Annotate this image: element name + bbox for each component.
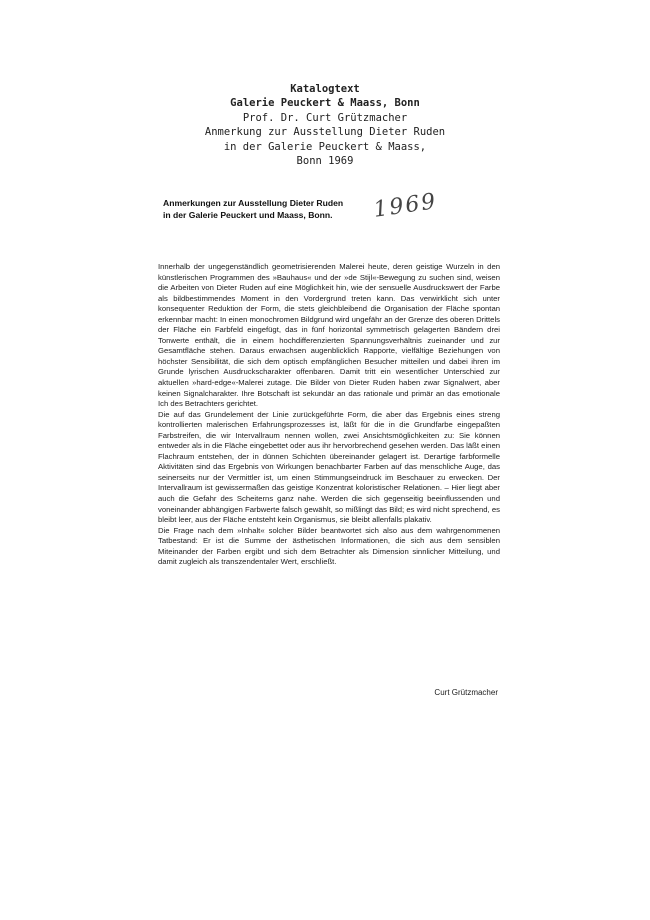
article-title xyxy=(163,198,393,221)
header-subject: Anmerkung zur Ausstellung Dieter Ruden xyxy=(204,126,446,139)
header-venue: in der Galerie Peuckert & Maass, xyxy=(223,140,427,153)
article-title-line-2: in der Galerie Peuckert und Maass, Bonn. xyxy=(163,209,333,220)
header-label: Katalogtext xyxy=(290,83,360,95)
header-gallery: Galerie Peuckert & Maass, Bonn xyxy=(230,97,420,110)
header-place-year: Bonn 1969 xyxy=(296,155,354,168)
paragraph-1: Innerhalb der ungegenständlich geometrisierenden Malerei heute, deren geistige Wurzeln in den künstlerischen Programmen des »Bauhaus« und der »de Stijl«-Bewegung zu suchen sind, weisen die Arbeiten von Dieter Ruden auf eine Möglichkeit hin, wie der sensuelle Ausdruckswert der Farbe als bildbestimmendes Moment in den Vordergrund treten kann. Das verwirklicht sich unter konsequenter Reduktion der Form, die stets gleichbleibend die Organisation der Fläche spontan erkennbar macht: In einen monochromen Bildgrund wird ungefähr an der Grenze des oberen Drittels der Fläche ein Farbfeld eingefügt, das in fünf horizontal symmetrisch gelagerten Bändern drei Tonwerte enthält, die in einem hochdifferenzierten Spannungsverhältnis zueinander und zur Gesamtfläche stehen. Daraus erwachsen augenblicklich Rapporte, vielfältige Beziehungen von höchster Sensibilität, die sich dem optisch empfänglichen Besucher mitteilen und dabei ihren im Grunde lyrischen Ausdruckscharakter offenbaren. Damit tritt ein wesentlicher Unterschied zur aktuellen »hard-edge«-Malerei zutage. Die Bilder von Dieter Ruden haben zwar Signalwert, aber keinen Signalcharakter. Ihre Botschaft ist sekundär an das rationale und primär an das emotionale Ich des Betrachters gerichtet. xyxy=(158,262,500,409)
author-signature: Curt Grützmacher xyxy=(434,688,498,697)
handwritten-year: 1969 xyxy=(372,189,439,223)
article-body xyxy=(158,262,500,568)
article-title-line-1: Anmerkungen zur Ausstellung Dieter Ruden xyxy=(163,198,344,208)
paragraph-2: Die auf das Grundelement der Linie zurückgeführte Form, die aber das Ergebnis eines streng kontrollierten malerischen Erfahrungsprozesses ist, läßt für die in die Grundfarbe eingepaßten Farbstreifen, die wir Intervallraum nennen wollen, zwei Ansichtsmöglichkeiten zu: Sie können entweder als in die Fläche eingebettet oder aus ihr hervorbrechend gesehen werden. Das läßt einen Flachraum entstehen, der in dünnen Schichten übereinander gelagert ist. Derartige farbformelle Aktivitäten sind das Ergebnis von Wirkungen benachbarter Farben auf das menschliche Auge, das seinerseits nur der Vermittler ist, um einen Stimmungseindruck im Beschauer zu erwecken. Der Intervallraum ist gewissermaßen das geistige Konzentrat koloristischer Relationen. – Hier liegt aber auch die Gefahr des Scheiterns ganz nahe. Werden die sich gegenseitig beeinflussenden und voneinander abhängigen Farbwerte falsch gewählt, so mißlingt das Bild; es wird nicht sprechend, es bleibt leer, aus der Fläche entsteht kein Organismus, sie bleibt allenfalls plakativ. xyxy=(158,409,500,525)
catalog-header xyxy=(0,82,650,168)
paragraph-3: Die Frage nach dem »Inhalt« solcher Bilder beantwortet sich also aus dem wahrgenommenen Tatbestand: Er ist die Summe der ästhetischen Informationen, die sich aus dem sensiblen Miteinander der Farben ergibt und sich dem Betrachter als Dimension sinnlicher Mitteilung, und damit zugleich als transzendentaler Wert, erschließt. xyxy=(158,525,500,567)
header-author: Prof. Dr. Curt Grützmacher xyxy=(242,111,408,124)
